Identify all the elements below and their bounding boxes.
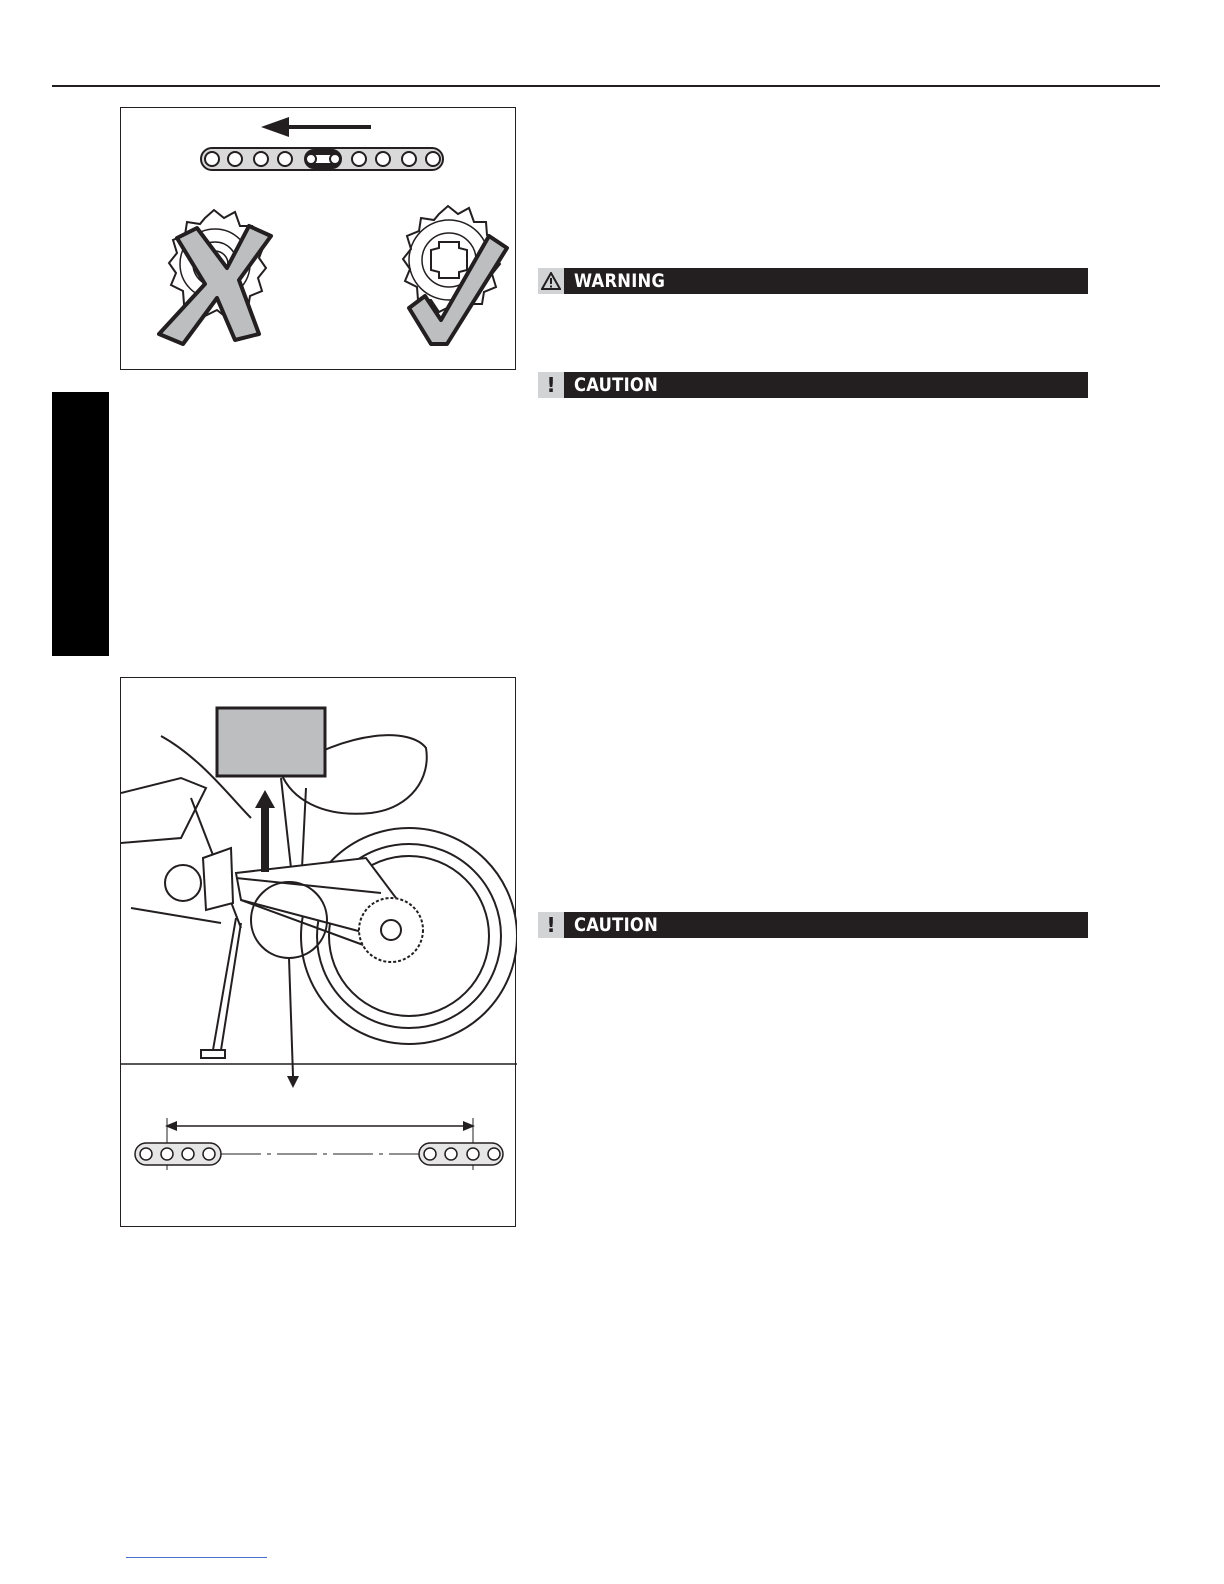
weight-box [217, 708, 325, 776]
warning-triangle-icon [538, 268, 564, 294]
caution-label: CAUTION [574, 374, 659, 396]
exclamation-icon: ! [538, 912, 564, 938]
exclamation-icon: ! [538, 372, 564, 398]
callout-arrow-head [287, 1076, 299, 1088]
caution-label: CAUTION [574, 914, 659, 936]
figure-chain-wear-measurement [120, 677, 516, 1227]
header-rule [52, 85, 1160, 87]
caution-banner [538, 372, 1088, 398]
chain-with-master-link [201, 148, 443, 170]
footer-link-underline[interactable] [126, 1557, 267, 1558]
figure-master-link-orientation [120, 107, 516, 370]
warning-label: WARNING [574, 270, 666, 292]
warning-banner [538, 268, 1088, 294]
chain-segment-right [419, 1143, 503, 1165]
lift-force-arrow [255, 790, 275, 872]
caution-banner [538, 912, 1088, 938]
travel-direction-arrow [261, 117, 371, 137]
chain-measurement-illustration [121, 678, 517, 1228]
section-thumb-tab [52, 392, 109, 656]
master-link-illustration [121, 108, 517, 371]
chain-segment-left [135, 1143, 221, 1165]
